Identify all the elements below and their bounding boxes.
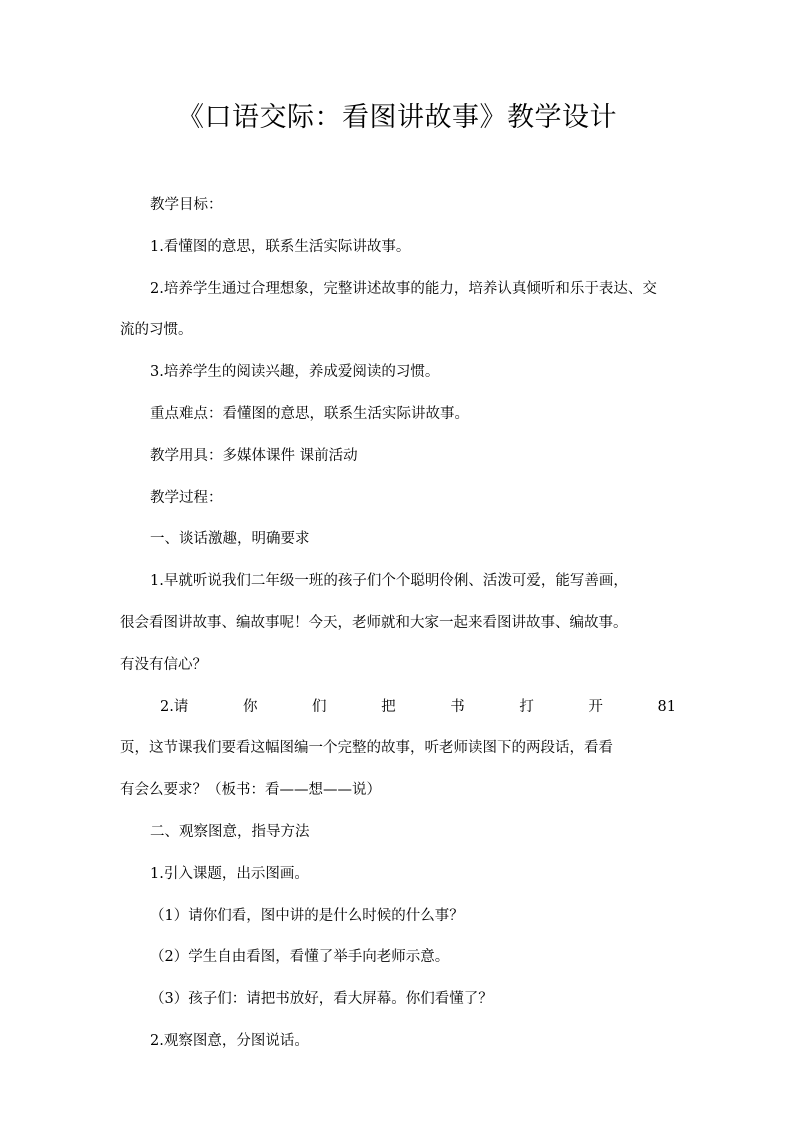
section-1-para-1-line-1: 1.早就听说我们二年级一班的孩子们个个聪明伶俐、活泼可爱，能写善画， xyxy=(150,573,628,590)
section-1-heading: 一、谈话激趣，明确要求 xyxy=(150,531,310,548)
section-2-para-1: 1.引入课题，出示图画。 xyxy=(150,865,309,882)
spaced-word: 书 xyxy=(450,698,465,715)
spaced-word: 把 xyxy=(381,698,396,715)
process-heading: 教学过程： xyxy=(150,489,223,506)
goal-1: 1.看懂图的意思，联系生活实际讲故事。 xyxy=(150,238,411,255)
teaching-tools: 教学用具：多媒体课件 课前活动 xyxy=(150,447,358,464)
document-body xyxy=(120,185,676,1063)
section-1-para-2-line-3: 有会么要求？（板书：看——想——说） xyxy=(120,782,381,799)
section-1-para-1-line-3: 有没有信心？ xyxy=(120,656,207,673)
goal-2-line-2: 流的习惯。 xyxy=(120,322,193,339)
goal-3: 3.培养学生的阅读兴趣，养成爱阅读的习惯。 xyxy=(150,364,440,381)
section-2-heading: 二、观察图意，指导方法 xyxy=(150,823,310,840)
section-1-para-2-line-2: 页，这节课我们要看这幅图编一个完整的故事，听老师读图下的两段话，看看 xyxy=(120,740,613,757)
spaced-word: 开 xyxy=(588,698,603,715)
section-2-para-2: 2.观察图意，分图说话。 xyxy=(150,1032,309,1049)
section-2-question-1: （1）请你们看，图中讲的是什么时候的什么事？ xyxy=(150,907,464,924)
spaced-word: 你 xyxy=(242,698,258,715)
spaced-word: 81 xyxy=(657,698,676,715)
section-2-question-2: （2）学生自由看图，看懂了举手向老师示意。 xyxy=(150,949,450,966)
goals-heading: 教学目标： xyxy=(150,197,223,213)
key-points: 重点难点：看懂图的意思，联系生活实际讲故事。 xyxy=(150,405,469,422)
section-2-question-3: （3）孩子们：请把书放好，看大屏幕。你们看懂了？ xyxy=(150,991,493,1008)
spaced-word: 2.请 xyxy=(160,698,189,715)
spaced-word: 打 xyxy=(519,698,534,715)
spaced-word: 们 xyxy=(312,698,327,715)
section-1-para-2-line-1 xyxy=(120,687,676,729)
goal-2-line-1: 2.培养学生通过合理想象，完整讲述故事的能力，培养认真倾听和乐于表达、交 xyxy=(150,280,657,297)
document-title: 《口语交际：看图讲故事》教学设计 xyxy=(177,102,617,133)
section-1-para-1-line-2: 很会看图讲故事、编故事呢！今天，老师就和大家一起来看图讲故事、编故事。 xyxy=(120,614,628,631)
